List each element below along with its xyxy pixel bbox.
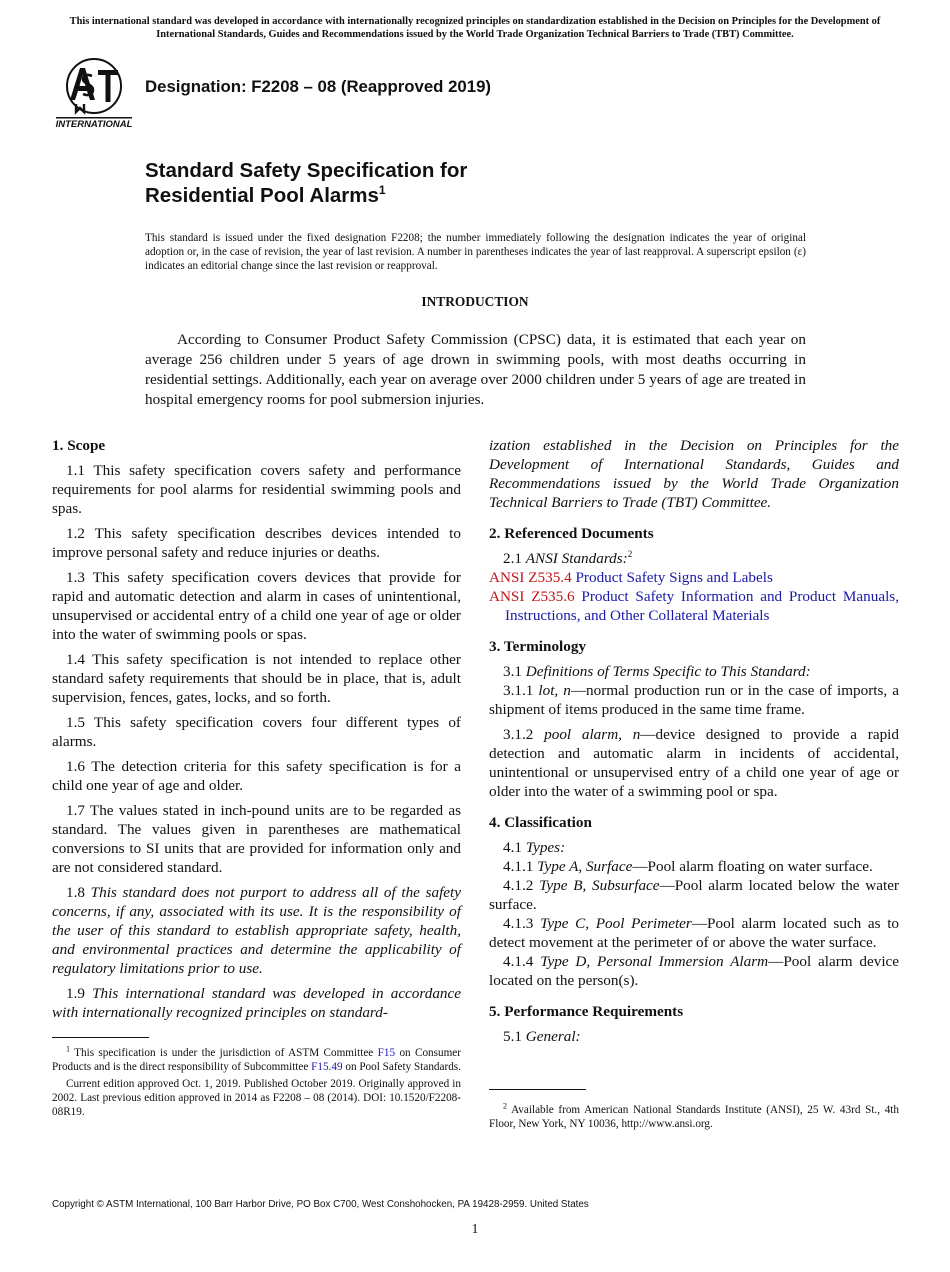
para-1-9: [52, 984, 461, 1022]
item-term: Type B, Subsurface: [539, 877, 660, 894]
footnote-1-text-a: This specification is under the jurisdiction of ASTM Committee: [74, 1047, 374, 1059]
para-3-1-2-text: —device designed to provide a rapid detection and automatic alarm in incidents of accidental, unintentional or unsupervised entry of a child one year of age or older into the water of a swimming pool or spa.: [489, 726, 899, 800]
para-1-9-num: 1.9: [66, 985, 85, 1002]
logo-wordmark: INTERNATIONAL: [55, 119, 133, 130]
para-2-1-text: ANSI Standards:: [525, 550, 628, 567]
item-num: 4.1.3: [503, 915, 534, 932]
para-5-1-num: 5.1: [503, 1028, 522, 1045]
footnote-2-mark: 2: [503, 1101, 507, 1111]
ref-code[interactable]: ANSI Z535.4: [489, 569, 572, 586]
introduction-text: According to Consumer Product Safety Commission (CPSC) data, it is estimated that each year on average 256 children under 5 years of age drown in swimming pools, with most deaths occurring in residential settings. Additionally, each year on average over 2000 children under 5 years of age are treated in hospital emergency rooms for pool submersion injuries.: [145, 331, 806, 408]
para-2-1-num: 2.1: [503, 550, 522, 567]
footnote-rule-right: [489, 1089, 586, 1090]
committee-f15-link[interactable]: F15: [377, 1047, 396, 1059]
item-term: Type D, Personal Immersion Alarm: [540, 953, 769, 970]
top-notice: This international standard was developed in accordance with internationally recognized principles on standardization established in the Decision on Principles for the Development of International Standards, Guides and Recommendations issued by the World Trade Organization Technical Barriers to Trade (TBT) Committee.: [69, 16, 881, 40]
ref-title[interactable]: Product Safety Signs and Labels: [575, 569, 773, 586]
footnote-2: [489, 1103, 899, 1131]
para-4-1-text: Types:: [525, 839, 566, 856]
para-1-1: 1.1 This safety specification covers safety and performance requirements for pool alarms for residential swimming pools and spas.: [52, 462, 461, 517]
para-1-7: 1.7 The values stated in inch-pound units are to be regarded as standard. The values given in parentheses are mathematical conversions to SI units that are provided for information only and are not considered standard.: [52, 802, 461, 876]
footnotes-left: [52, 1046, 461, 1122]
para-2-1-footnote-mark: 2: [627, 548, 633, 559]
para-1-9-continued: ization established in the Decision on Principles for the Development of International Standards, Guides and Recommendations issued by the World Trade Organization Technical Barriers to Trade (TBT) Committee.: [489, 437, 899, 511]
item-num: 4.1.1: [503, 858, 534, 875]
footnotes-right: [489, 1103, 899, 1134]
copyright: Copyright © ASTM International, 100 Barr Harbor Drive, PO Box C700, West Conshohocken, PA 19428-2959. United States: [52, 1199, 589, 1210]
astm-logo: [52, 56, 136, 134]
footnote-1: [52, 1046, 461, 1074]
para-4-1-1: [489, 857, 899, 876]
para-5-1: [489, 1027, 899, 1046]
para-1-6: 1.6 The detection criteria for this safety specification is for a child one year of age and older.: [52, 758, 461, 794]
item-text: —Pool alarm floating on water surface.: [632, 858, 873, 875]
para-1-8-text: This standard does not purport to address all of the safety concerns, if any, associated with its use. It is the responsibility of the user of this standard to establish appropriate safety, health, and environmental practices and determine the applicability of regulatory limitations prior to use.: [52, 884, 462, 977]
para-4-1: [489, 838, 899, 857]
section-2-heading: 2. Referenced Documents: [489, 525, 654, 542]
para-1-5: 1.5 This safety specification covers four different types of alarms.: [52, 714, 461, 750]
para-1-9-text-a: This international standard was developed in accordance with internationally recognized principles on standard-: [52, 985, 462, 1021]
para-3-1-2-num: 3.1.2: [503, 726, 534, 743]
para-4-1-num: 4.1: [503, 839, 522, 856]
para-3-1-1-num: 3.1.1: [503, 682, 534, 699]
footnote-rule-left: [52, 1037, 149, 1038]
ref-title[interactable]: Product Safety Information and Product Manuals, Instructions, and Other Collateral Materials: [505, 588, 899, 624]
introduction-heading: INTRODUCTION: [421, 294, 529, 309]
section-1-heading: 1. Scope: [52, 437, 106, 454]
title-line-2-text: Residential Pool Alarms: [145, 184, 379, 207]
subcommittee-f15-49-link[interactable]: F15.49: [311, 1061, 343, 1073]
para-2-1: [489, 549, 899, 568]
title-footnote-mark: 1: [378, 183, 386, 198]
para-4-1-3: [489, 914, 899, 952]
item-term: Type C, Pool Perimeter: [540, 915, 692, 932]
footnote-2-text: Available from American National Standards Institute (ANSI), 25 W. 43rd St., 4th Floor, New York, NY 10036, http://www.ansi.org.: [489, 1104, 899, 1130]
item-text: —Pool alarm device located on the person(s).: [489, 953, 900, 989]
issue-note: This standard is issued under the fixed designation F2208; the number immediately following the designation indicates the year of original adoption or, in the case of revision, the year of last revision. A number in parentheses indicates the year of last reapproval. A superscript epsilon (ε) indicates an editorial change since the last revision or reapproval.: [145, 232, 806, 272]
ref-ansi-z535-6[interactable]: [489, 587, 899, 625]
para-3-1-num: 3.1: [503, 663, 522, 680]
para-1-8-num: 1.8: [66, 884, 85, 901]
para-1-8: [52, 883, 461, 978]
section-4-heading: 4. Classification: [489, 814, 592, 831]
footnote-1-text-c: on Pool Safety Standards.: [345, 1061, 461, 1073]
para-3-1-text: Definitions of Terms Specific to This Standard:: [525, 663, 811, 680]
column-right: [489, 436, 899, 1052]
para-3-1-2: [489, 725, 899, 801]
page-number: 1: [471, 1221, 479, 1236]
edition-note: Current edition approved Oct. 1, 2019. Published October 2019. Originally approved in 2002. Last previous edition approved in 2014 as F2208 – 08 (2014). DOI: 10.1520/F2208-08R19.: [52, 1078, 461, 1118]
column-left: [52, 436, 461, 1028]
para-4-1-4: [489, 952, 899, 990]
para-3-1-1: [489, 681, 899, 719]
term-pool-alarm: pool alarm, n: [544, 726, 641, 743]
footnote-1-mark: 1: [66, 1044, 70, 1054]
para-1-4: 1.4 This safety specification is not intended to replace other standard safety requirements that should be in place, that is, adult supervision, fences, gates, locks, and so forth.: [52, 651, 461, 706]
para-1-3: 1.3 This safety specification covers devices that provide for rapid and automatic detection and alarm in cases of unintentional, unsupervised or accidental entry of a child one year of age or older into the water of swimming pools or spas.: [52, 569, 461, 643]
term-lot: lot, n: [538, 682, 571, 699]
footnote-1-text-b: on Consumer Products and is the direct responsibility of Subcommittee: [52, 1047, 461, 1073]
page-title: [145, 158, 467, 208]
designation: Designation: F2208 – 08 (Reapproved 2019): [145, 77, 492, 96]
section-5-heading: 5. Performance Requirements: [489, 1003, 684, 1020]
para-5-1-text: General:: [525, 1028, 581, 1045]
title-line-2: [145, 183, 467, 208]
para-1-2: 1.2 This safety specification describes devices intended to improve personal safety and reduce injuries or deaths.: [52, 525, 461, 561]
para-3-1-1-text: —normal production run or in the case of imports, a shipment of items produced in the same time frame.: [489, 682, 899, 718]
item-term: Type A, Surface: [537, 858, 633, 875]
item-num: 4.1.2: [503, 877, 534, 894]
ref-ansi-z535-4[interactable]: [489, 568, 899, 587]
para-4-1-2: [489, 876, 899, 914]
item-text: —Pool alarm located below the water surface.: [489, 877, 899, 913]
ref-code[interactable]: ANSI Z535.6: [489, 588, 575, 605]
item-num: 4.1.4: [503, 953, 534, 970]
section-3-heading: 3. Terminology: [489, 638, 587, 655]
item-text: —Pool alarm located such as to detect movement at the perimeter of or above the water surface.: [489, 915, 900, 951]
para-3-1: [489, 662, 899, 681]
title-line-1: Standard Safety Specification for: [145, 159, 468, 182]
